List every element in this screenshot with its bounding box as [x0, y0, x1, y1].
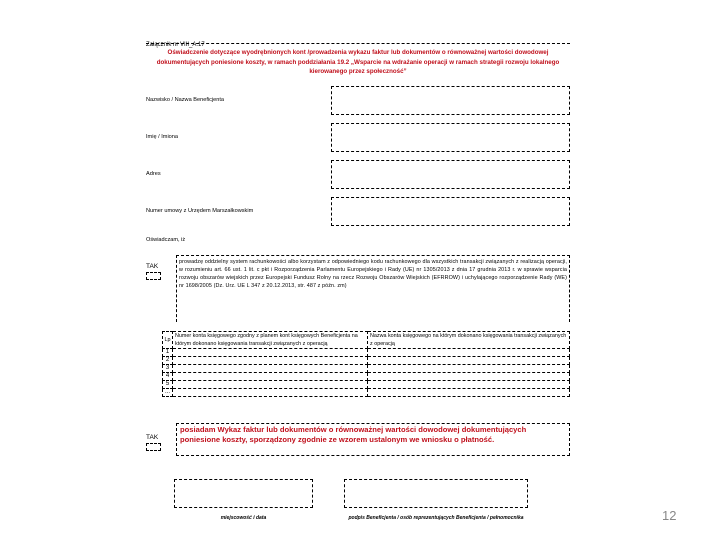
place-date-input[interactable] — [174, 479, 313, 508]
field-label-first-name: Imię / Imiona — [146, 134, 179, 140]
account-name-cell[interactable] — [368, 349, 570, 357]
declaration1-tak-label: TAK — [146, 263, 159, 270]
account-number-cell[interactable] — [173, 357, 368, 365]
form-title: Oświadczenie dotyczące wyodrębnionych kont /prowadzenia wykazu faktur lub dokumentów o równoważnej wartości dowodowej dokumentujących poniesione koszty, w ramach poddziałania 19.2 „Wsparcie na wdrażanie operacji w ramach strategii rozwoju lokalnego kierowanego przez społeczność” — [156, 49, 560, 75]
account-name-cell[interactable] — [368, 357, 570, 365]
account-name-cell[interactable] — [368, 381, 570, 389]
account-name-cell[interactable] — [368, 373, 570, 381]
signature-input[interactable] — [344, 479, 528, 508]
header-account-number: Numer konta księgowego zgodny z planem kont księgowych Beneficjenta na którym dokonano księgowania transakcji związanych z operacją — [173, 332, 368, 349]
row-lp: 3 — [163, 365, 173, 373]
account-number-cell[interactable] — [173, 365, 368, 373]
row-lp: 1 — [163, 349, 173, 357]
declaration2-text: posiadam Wykaz faktur lub dokumentów o równoważnej wartości dowodowej dokumentujących poniesione koszty, sporządzony zgodnie ze wzorem ustalonym we wniosku o płatność. — [176, 423, 570, 456]
row-lp: ... — [163, 389, 173, 397]
table-row — [163, 357, 570, 365]
account-number-cell[interactable] — [173, 373, 368, 381]
signature-caption: podpis Beneficjenta / osób reprezentujących Beneficjenta / pełnomocnika — [348, 515, 524, 521]
account-number-cell[interactable] — [173, 389, 368, 397]
declare-label: Oświadczam, iż — [146, 237, 186, 243]
table-row — [163, 389, 570, 397]
header-lp: Lp — [163, 332, 173, 349]
field-label-beneficiary-name: Nazwisko / Nazwa Beneficjenta — [146, 97, 225, 103]
declaration1-text: prowadzę oddzielny system rachunkowości albo korzystam z odpowiedniego kodu rachunkowego dla wszystkich transakcji związanych z realizacją operacji, w rozumieniu art. 66 ust. 1 lit. c pkt i Rozporządzenia Parlamentu Europejskiego i Rady (UE) nr 1305/2013 z dnia 17 grudnia 2013 r. w sprawie wsparcia rozwoju obszarów wiejskich przez Europejski Fundusz Rolny na rzecz Rozwoju Obszarów Wiejskich (EFRROW) i uchylającego rozporządzenie Rady (WE) nr 1698/2005 (Dz. Urz. UE L 347 z 20.12.2013, str. 487 z późn. zm) — [176, 255, 570, 322]
page-number: 12 — [662, 508, 677, 523]
row-lp: 4 — [163, 373, 173, 381]
beneficiary-name-input[interactable] — [331, 86, 570, 115]
table-row — [163, 349, 570, 357]
address-input[interactable] — [331, 160, 570, 189]
account-name-cell[interactable] — [368, 389, 570, 397]
table-row — [163, 381, 570, 389]
accounts-table-header — [163, 332, 570, 349]
table-row — [163, 373, 570, 381]
place-date-caption: miejscowość i data — [220, 515, 267, 521]
declaration2-checkbox[interactable] — [146, 443, 161, 451]
header-account-name: Nazwa konta księgowego na którym dokonano księgowania transakcji związanych z operacją — [368, 332, 570, 349]
row-lp: 5 — [163, 381, 173, 389]
account-number-cell[interactable] — [173, 381, 368, 389]
declaration2-tak-label: TAK — [146, 434, 159, 441]
contract-number-input[interactable] — [331, 197, 570, 226]
account-number-cell[interactable] — [173, 349, 368, 357]
table-row — [163, 365, 570, 373]
accounts-table — [162, 331, 570, 397]
attachment-label: Załącznik nr VIII_A.17 — [146, 42, 205, 48]
first-name-input[interactable] — [331, 123, 570, 152]
field-label-contract-number: Numer umowy z Urzędem Marszałkowskim — [146, 208, 254, 214]
account-name-cell[interactable] — [368, 365, 570, 373]
row-lp: 2 — [163, 357, 173, 365]
declaration1-checkbox[interactable] — [146, 272, 161, 280]
field-label-address: Adres — [146, 171, 161, 177]
attachment-header — [146, 33, 570, 48]
